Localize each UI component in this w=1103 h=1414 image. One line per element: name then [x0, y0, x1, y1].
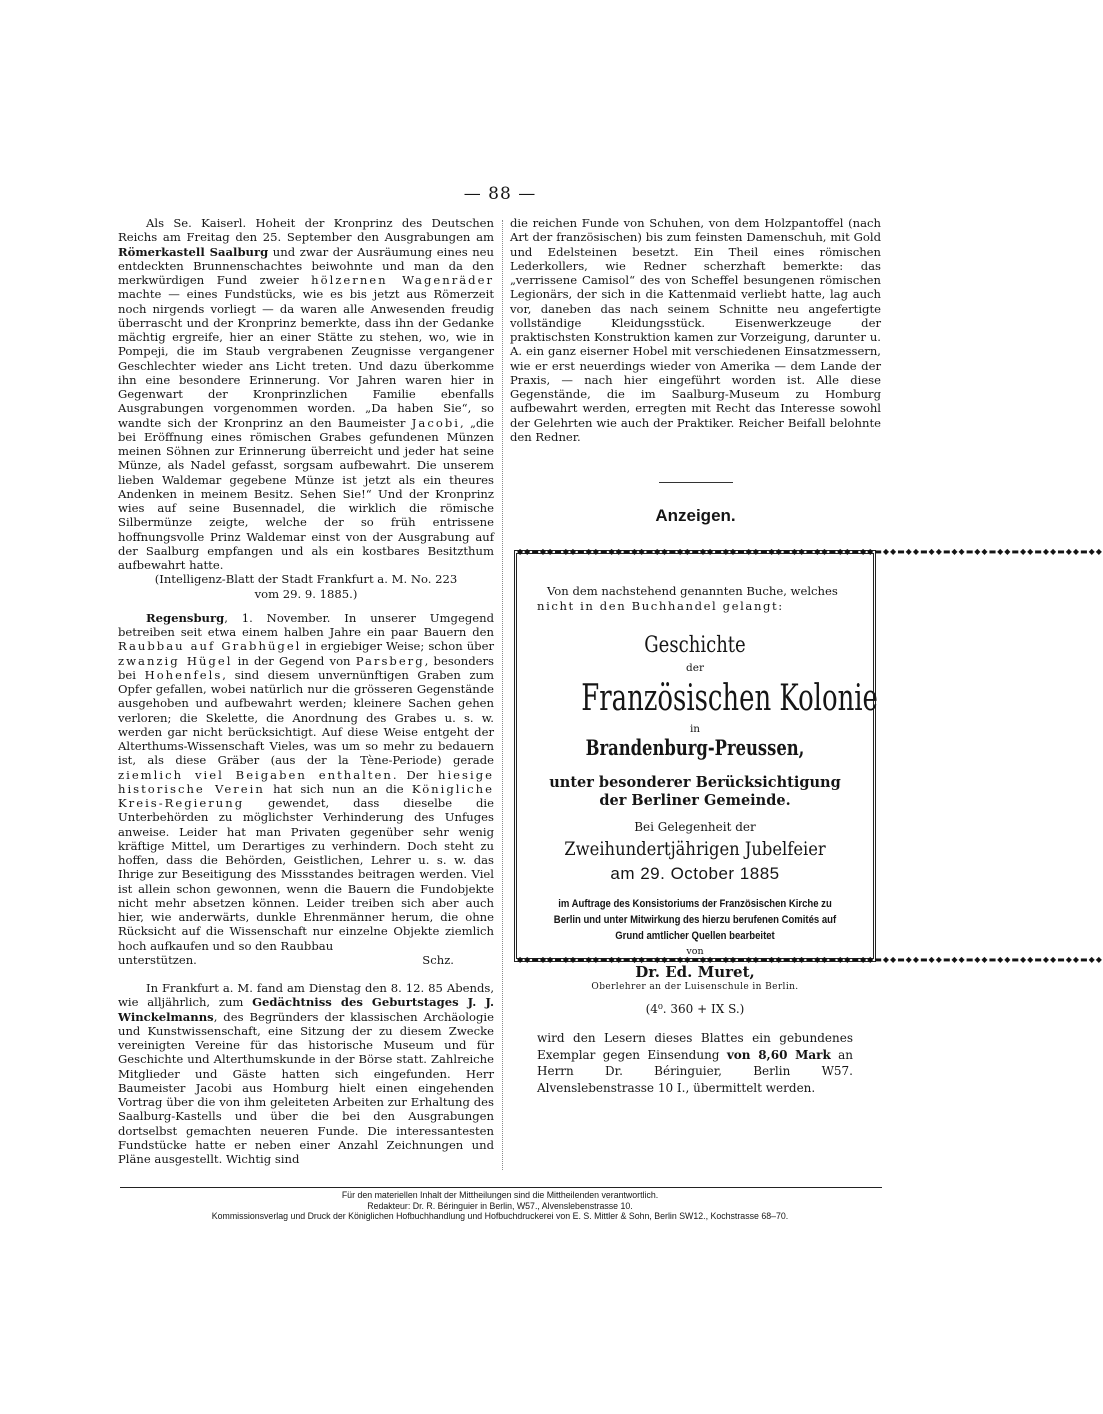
footer-line: Redakteur: Dr. R. Béringuier in Berlin, W57., Alvenslebenstrasse 10.: [367, 1200, 633, 1211]
ad-title-brandenburg: Brandenburg-Preussen,: [585, 735, 805, 760]
spaced-phrase: hölzernen Wagenräder: [311, 273, 494, 287]
ad-author: Dr. Ed. Muret,: [635, 963, 755, 981]
page-number: — 88 —: [463, 184, 537, 204]
footer-rule: [120, 1187, 882, 1188]
ad-word-von: von: [686, 946, 704, 957]
advertisement-box: [514, 547, 1103, 1095]
ad-title-kolonie: Französischen Kolonie: [581, 678, 878, 719]
column-divider: [502, 220, 503, 1170]
ad-word-in: in: [689, 723, 701, 735]
right-column: [510, 216, 881, 523]
article-regensburg: Regensburg, 1. November. In unserer Umgegend betreiben seit etwa einem halben Jahre ein paar Bauern den Raubbau auf Grabhügel in ergiebiger Weise; schon über zwanzig Hügel in der Gegend von Parsberg, besonders bei Hohenfels, sind diesem unvernünftigen Graben zum Opfer gefallen, wobei natürlich nur die grösseren Gegenstände ausgehoben und aufbewahrt werden; kleinere Sachen gehen verloren; die Skelette, die Anordnung des Grabes u. s. w. werden gar nicht berücksichtigt. Auf diese Weise entgeht der Alterthums-Wissenschaft Vieles, was um so mehr zu bedauern ist, als diese Gräber (aus der la Tène-Periode) gerade ziemlich viel Beigaben enthalten. Der hiesige historische Verein hat sich nun an die Königliche Kreis-Regierung gewendet, dass dieselbe die Unterbehörden zu möglichster Verhinderung des Unfuges anweise. Leider hat man Privaten gegenüber sehr wenig kräftige Mittel, um Derartiges zu verhindern. Doch steht zu hoffen, dass die Behörden, Geistlichen, Lehrer u. s. w. das Ihrige zur Beseitigung des Missstandes beitragen werden. Viel ist allein schon gewonnen, wenn die Bauern die Fundobjekte nicht mehr absetzen können. Leider treiben sich aber auch hier, wie anderwärts, dunkle Ehrenmänner herum, die ohne Rücksicht auf die Wissenschaft nur einzelne Objekte ziemlich hoch aufkaufen und so den Raubbau: [118, 610, 495, 953]
ad-intro: Von dem nachstehend genannten Buche, welches nicht in den Buchhandel gelangt:: [537, 584, 838, 613]
footer: [110, 1190, 890, 1222]
ad-word-der: der: [686, 662, 704, 674]
bold-phrase: Römerkastell Saalburg: [118, 244, 269, 259]
ornament-border-bottom: ◆◆▬◆◆▬◆◆▬◆◆▬◆◆▬◆◆▬◆◆▬◆◆▬◆◆▬◆◆▬◆◆▬◆◆▬◆◆▬◆◆▬◆◆▬◆◆▬◆◆▬◆◆▬◆◆▬◆◆▬◆◆▬◆◆▬◆◆▬◆◆▬◆◆▬◆◆: [517, 955, 1103, 964]
ad-jubilee: Zweihundertjährigen Jubelfeier: [564, 838, 826, 860]
ads-heading: Anzeigen.: [655, 506, 736, 525]
ad-date: am 29. October 1885: [610, 864, 780, 883]
article-saalburg-kronprinz: Als Se. Kaiserl. Hoheit der Kronprinz des Deutschen Reichs am Freitag den 25. September den Ausgrabungen am Römerkastell Saalburg und zwar der Ausräumung eines neu entdeckten Brunnenschachtes beiwohnte und man da den merkwürdigen Fund zweier hölzernen Wagenräder machte — eines Fundstücks, wie es bis jetzt aus Römerzeit noch nirgends vorliegt — da waren alle Anwesenden freudig überrascht und der Kronprinz bemerkte, dass ihn der Gedanke mächtig ergreife, hier an einer Stätte zu stehen, wo, wie in Pompeji, die im Staub vergrabenen Zeugnisse vergangener Geschlechter wieder ans Licht treten. Und dazu überkomme ihn eine besondere Erinnerung. Vor Jahren waren hier in Gegenwart der Kronprinzlichen Familie ebenfalls Ausgrabungen vorgenommen worden. „Da haben Sie“, so wandte sich der Kronprinz an den Baumeister Jacobi, „die bei Eröffnung eines römischen Grabes gefundenen Münzen meinen Söhnen zur Erinnerung überreicht und jeder hat seine Münze, als Nadel gefasst, sorgsam aufbewahrt. Die unserem lieben Waldemar gegebene Münze ist jetzt als ein theures Andenken in meinem Besitz. Sehen Sie!“ Und der Kronprinz wies auf seine Busennadel, die wirklich die römische Silbermünze zeigte, welche der so früh entrissene hoffnungsvolle Prinz Waldemar einst von der Ausgrabung auf der Saalburg empfangen und als ein kostbares Besitzthum aufbewahrt hatte.: [118, 216, 495, 572]
footer-line: Für den materiellen Inhalt der Mittheilungen sind die Mittheilenden verantwortlich.: [341, 1190, 659, 1200]
bold-phrase: Gedächtniss des Geburtstages J. J. Winckelmanns: [118, 995, 494, 1024]
author-signature: Schz.: [422, 952, 454, 967]
spaced-phrase: Jacobi: [411, 415, 460, 430]
ad-outro: wird den Lesern dieses Blattes ein gebundenes Exemplar gegen Einsendung von 8,60 Mark an Herrn Dr. Béringuier, Berlin W57. Alvenslebenstrasse 10 I., übermittelt werden.: [537, 1031, 853, 1095]
ad-occasion: Bei Gelegenheit der: [634, 820, 756, 834]
ad-author-role: Oberlehrer an der Luisenschule in Berlin.: [591, 982, 799, 992]
article-signature-row: unterstützen. Schz.: [118, 952, 454, 967]
article-continuation: die reichen Funde von Schuhen, von dem Holzpantoffel (nach Art der französischen) bis zum feinsten Damenschuh, mit Gold und Edelsteinen besetzt. Ein Theil eines römischen Lederkollers, wie Redner scherzhaft bemerkte: das „verrissene Camisol“ des von Scheffel besungenen römischen Legionärs, der sich in die Kattenmaid verliebt hatte, lag auch vor, daneben das nach seinem Schnitte neu angefertigte vollständige Kleidungsstück. Eisenwerkzeuge der praktischsten Konstruktion kamen zur Vorzeigung, darunter u. A. ein ganz eiserner Hobel mit verschiedenen Einsatzmessern, wie er erst neuerdings wieder von Amerika — dem Lande der Praxis, — nach hier eingeführt worden ist. Alle diese Gegenstände, die im Saalburg-Museum zu Homburg aufbewahrt werden, erregten mit Recht das Interesse sowohl der Gelehrten wie auch der Praktiker. Reicher Beifall belohnte den Redner.: [510, 216, 881, 444]
left-column: [118, 216, 494, 1166]
citation-line: vom 29. 9. 1885.): [254, 586, 358, 601]
ad-title-geschichte: Geschichte: [644, 633, 746, 658]
section-rule: [659, 482, 733, 483]
ad-subtitle: unter besonderer Berücksichtigung der Berliner Gemeinde.: [549, 774, 841, 809]
ad-commission: im Auftrage des Konsistoriums der Französischen Kirche zu Berlin und unter Mitwirkung des hierzu berufenen Comités auf Grund amtlicher Quellen bearbeitet: [553, 898, 837, 942]
article-winckelmann: In Frankfurt a. M. fand am Dienstag den 8. 12. 85 Abends, wie alljährlich, zum Gedächtniss des Geburtstages J. J. Winckelmanns, des Begründers der klassischen Archäologie und Kunstwissenschaft, eine Sitzung der zu diesem Zwecke vereinigten Vereine für das historische Museum und für Geschichte und Alterthumskunde in der Börse statt. Zahlreiche Mitglieder und Gäste hatten sich eingefunden. Herr Baumeister Jacobi aus Homburg hielt einen eingehenden Vortrag über die von ihm geleiteten Arbeiten zur Erhaltung des Saalburg-Kastells und über die bei den Ausgrabungen dortselbst gemachten neueren Funde. Die interessantesten Fundstücke hatte er neben einer Anzahl Zeichnungen und Pläne ausgestellt. Wichtig sind: [118, 981, 494, 1166]
footer-line: Kommissionsverlag und Druck der Königlichen Hofbuchhandlung und Hofbuchdruckerei von E. S. Mittler & Sohn, Berlin SW12., Kochstrasse 68–70.: [211, 1211, 789, 1222]
citation-line: (Intelligenz-Blatt der Stadt Frankfurt a. M. No. 223: [154, 572, 458, 587]
ad-format: (4⁰. 360 + IX S.): [645, 1002, 745, 1016]
bold-phrase: Regensburg: [146, 610, 225, 625]
ornament-border-top: ◆◆▬◆◆▬◆◆▬◆◆▬◆◆▬◆◆▬◆◆▬◆◆▬◆◆▬◆◆▬◆◆▬◆◆▬◆◆▬◆◆▬◆◆▬◆◆▬◆◆▬◆◆▬◆◆▬◆◆▬◆◆▬◆◆▬◆◆▬◆◆▬◆◆▬◆◆: [517, 547, 1103, 556]
